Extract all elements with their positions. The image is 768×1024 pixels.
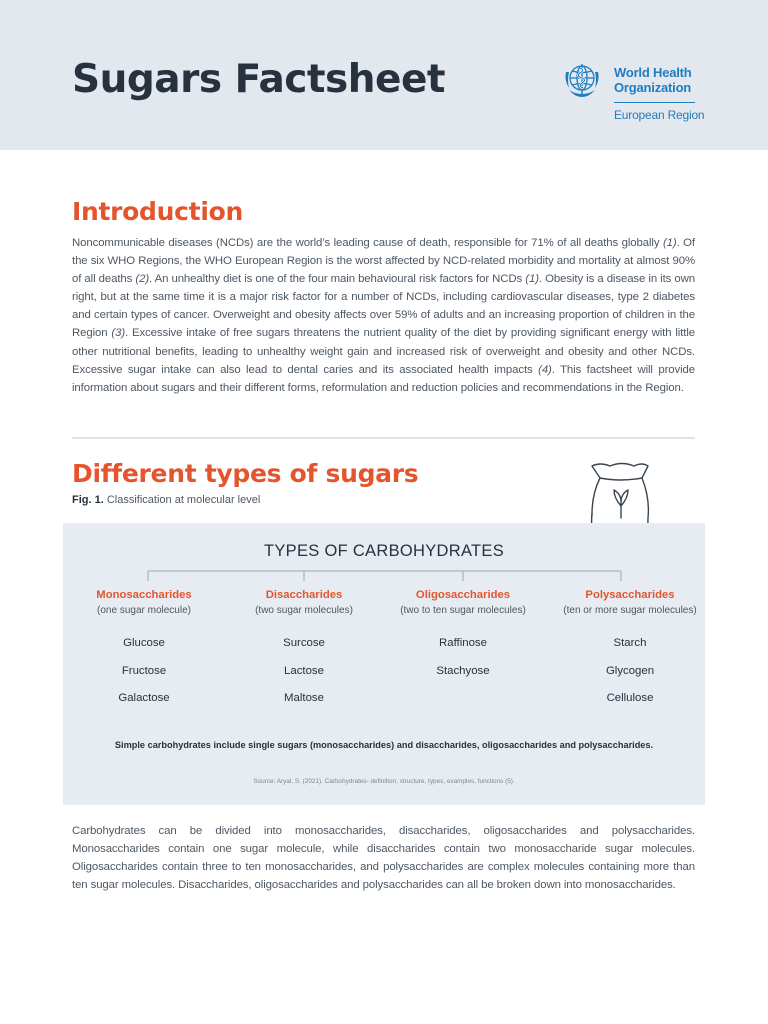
column-polysaccharides [550, 589, 710, 719]
types-heading: Different types of sugars [72, 459, 419, 488]
who-name-line-1: World Health [614, 65, 692, 80]
figure-label: Fig. 1. [72, 494, 104, 506]
column-disaccharides [224, 589, 384, 719]
sugar-item: Maltose [284, 692, 324, 704]
column-name: Disaccharides [265, 589, 343, 601]
column-oligosaccharides [383, 589, 543, 691]
column-name: Oligosaccharides [415, 589, 511, 601]
sugar-item: Lactose [284, 664, 324, 677]
introduction-heading: Introduction [72, 197, 243, 226]
paragraph-text: . Excessive intake of free sugars threatens the nutrient quality of the diet by providing significant energy with little other nutritional benefits, leading to unhealthy weight gain and increased risk of overweight and obesity and other NCDs. Excessive sugar intake can also lead to dental caries and its associated health impacts [72, 327, 696, 376]
figure-title: TYPES OF CARBOHYDRATES [263, 542, 505, 560]
section-divider [72, 437, 695, 439]
introduction-paragraph [72, 234, 695, 397]
column-name: Polysaccharides [585, 589, 675, 601]
citation-ref: (4) [538, 363, 552, 376]
sugar-item: Glycogen [605, 664, 655, 677]
sugar-item: Fructose [121, 664, 167, 677]
figure-connector-lines [63, 523, 705, 593]
citation-ref: (1) [662, 237, 677, 249]
paragraph-text: . An unhealthy diet is one of the four main behavioural risk factors for NCDs [149, 273, 526, 286]
sugar-item: Stachyose [436, 664, 490, 677]
column-name: Monosaccharides [96, 589, 192, 601]
paragraph-text: Noncommunicable diseases (NCDs) are the world’s leading cause of death, responsible for 71% of all deaths globally [72, 237, 663, 249]
sugar-item: Galactose [118, 692, 170, 704]
citation-ref: (3) [111, 327, 126, 340]
figure-caption-text: Classification at molecular level [106, 494, 261, 506]
citation-ref: (1) [525, 273, 539, 286]
who-emblem-icon [563, 60, 601, 100]
paragraph-text: . This factsheet will provide information about sugars and their different forms, reformulation and reduction policies and recommendations in the Region. [72, 363, 695, 394]
column-monosaccharides [64, 589, 224, 719]
figure-note: Simple carbohydrates include single sugars (monosaccharides) and disaccharides, oligosaccharides and polysaccharides. [114, 740, 654, 750]
citation-ref: (2) [135, 273, 150, 286]
sugar-item: Starch [613, 637, 647, 649]
sugar-item: Glucose [123, 637, 165, 649]
column-subtitle: (two sugar molecules) [255, 605, 353, 616]
paragraph-text: . Obesity is a disease in its own right, but at the same time it is a major risk factor for a number of NCDs, including cardiovascular diseases, type 2 diabetes and certain types of cancer. Overweight and obesity affects over 59% of adults and an increasing proportion of children in the Region [72, 273, 696, 340]
sugar-item: Surcose [283, 637, 325, 649]
sugar-item: Raffinose [439, 637, 487, 649]
figure-caption [72, 494, 260, 506]
figure-source: Source: Aryal, S. (2021). Carbohydrates- definition, structure, types, examples, functions (5). [253, 778, 515, 785]
column-subtitle: (one sugar molecule) [97, 605, 191, 616]
who-logo-rule [614, 102, 695, 103]
closing-paragraph: Carbohydrates can be divided into monosaccharides, disaccharides, oligosaccharides and polysaccharides. Monosaccharides contain one sugar molecule, while disaccharides contain two monosaccharide sugar molecules. Oligosaccharides contain three to ten monosaccharides, and polysaccharides are complex molecules containing more than ten sugar molecules. Disaccharides, oligosaccharides and polysaccharides can all be broken down into monosaccharides. [72, 825, 695, 892]
who-logo [563, 60, 703, 126]
column-subtitle: (two to ten sugar molecules) [400, 605, 526, 616]
paragraph-text: . Of the six WHO Regions, the WHO European Region is the worst affected by NCD-related morbidity and mortality at almost 90% of all deaths [72, 237, 695, 286]
who-region-label: European Region [614, 108, 705, 122]
page-title: Sugars Factsheet [72, 57, 446, 102]
carbohydrates-figure [63, 523, 705, 805]
header-band [0, 0, 768, 150]
sugar-item: Cellulose [606, 692, 654, 704]
column-subtitle: (ten or more sugar molecules) [563, 605, 697, 616]
who-name-line-2: Organization [614, 79, 692, 95]
who-organization-name [614, 66, 692, 95]
